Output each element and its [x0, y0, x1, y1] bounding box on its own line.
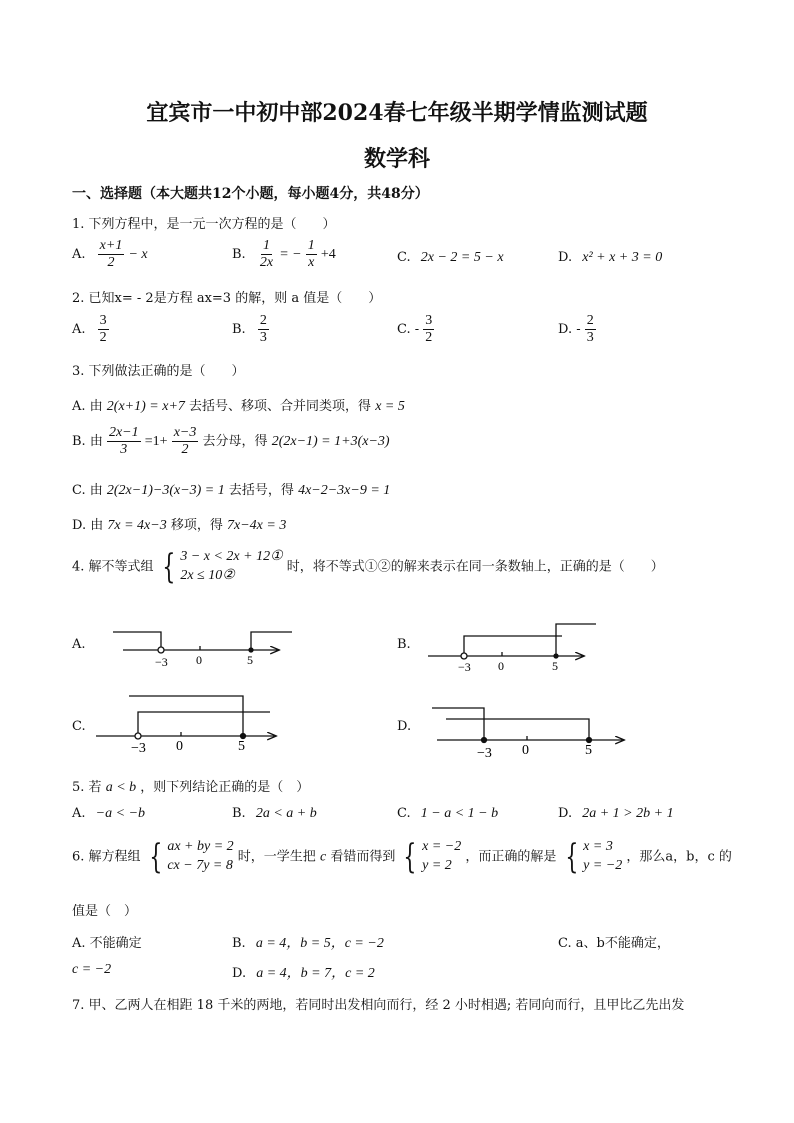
- q6-option-c: C. a、b不能确定，: [558, 936, 670, 951]
- math-expr: a = 4，b = 7，c = 2: [256, 966, 375, 981]
- q5-option-c: C. 1 − a < 1 − b: [397, 806, 499, 821]
- math-expr: x² + x + 3 = 0: [582, 250, 663, 265]
- tick-label: −3: [477, 746, 492, 761]
- q4-label-a: A.: [72, 637, 86, 652]
- math-expr: 7x = 4x−3: [107, 518, 167, 533]
- math-expr: =1+: [144, 434, 168, 450]
- brace-icon: {: [564, 836, 578, 877]
- fraction: $\frac{2}{3}$: [259, 313, 267, 346]
- tick-label: 5: [247, 653, 253, 667]
- q6-option-d: D. a = 4，b = 7，c = 2: [232, 966, 375, 981]
- fraction: $\frac{3}{2}$: [425, 313, 433, 346]
- number-line-b: [428, 624, 596, 659]
- solution-system: { x = 3 y = −2: [564, 836, 623, 877]
- option-label: D.: [558, 250, 573, 265]
- fraction: $\frac{x-3}{2}$: [173, 425, 197, 458]
- q2-stem: 2. 已知x= - 2是方程 ax=3 的解，则 a 值是（ ）: [72, 291, 382, 306]
- math-expr: a = 4，b = 5，c = −2: [255, 936, 384, 951]
- section-heading: 一、选择题（本大题共12个小题，每小题4分，共48分）: [72, 186, 429, 202]
- tick-label: 0: [522, 743, 529, 758]
- option-label: B.: [232, 322, 246, 338]
- tick-label: −3: [458, 660, 471, 674]
- option-label: D. -: [558, 322, 581, 338]
- page-title: 宜宾市一中初中部2024春七年级半期学情监测试题: [146, 100, 648, 126]
- math-expr: = −: [279, 247, 302, 263]
- fraction: $\frac{2}{3}$: [586, 313, 594, 346]
- math-expr: 4x−2−3x−9 = 1: [298, 483, 391, 498]
- math-expr: 2(x+1) = x+7: [106, 399, 185, 414]
- equation-system: { ax + by = 2 cx − 7y = 8: [149, 836, 234, 877]
- q1-stem: 1. 下列方程中，是一元一次方程的是（ ）: [72, 217, 336, 232]
- tick-label: 5: [585, 743, 592, 758]
- math-expr: −a < −b: [95, 806, 146, 821]
- option-label: C. -: [397, 322, 420, 338]
- fraction: $\frac{3}{2}$: [99, 313, 107, 346]
- tick-label: 5: [238, 739, 245, 754]
- math-expr: 1 − a < 1 − b: [420, 806, 499, 821]
- number-line-d: [432, 708, 623, 743]
- math-expr: 7x−4x = 3: [227, 518, 287, 533]
- math-expr: 2a < a + b: [255, 806, 317, 821]
- number-line-a: [113, 632, 292, 653]
- fraction: $\frac{1}{2x}$: [259, 238, 274, 271]
- tick-label: 5: [552, 659, 558, 673]
- tick-label: 0: [498, 659, 504, 673]
- q7-stem: 7. 甲、乙两人在相距 18 千米的两地，若同时出发相向而行，经 2 小时相遇; 若同向而行，且甲比乙先出发: [72, 998, 685, 1013]
- math-expr: c = −2: [72, 962, 112, 977]
- q5-option-b: B. 2a < a + b: [232, 806, 317, 821]
- q5-option-d: D. 2a + 1 > 2b + 1: [558, 806, 674, 821]
- fraction: $\frac{1}{x}$: [307, 238, 315, 271]
- page-subtitle: 数学科: [363, 146, 430, 172]
- option-label: A.: [72, 247, 86, 263]
- q3-option-a: A. 由 2(x+1) = x+7 去括号、移项、合并同类项，得 x = 5: [72, 399, 405, 414]
- q4-stem: 4. 解不等式组 { 3 − x < 2x + 12① 2x ≤ 10② 时，将不等式①②的解来表示在同一条数轴上，正确的是（ ）: [72, 546, 664, 587]
- math-expr: +4: [320, 247, 336, 263]
- math-expr: 2(2x−1)−3(x−3) = 1: [106, 483, 225, 498]
- q6-stem-line2: 值是（ ）: [72, 904, 138, 919]
- solution-system: { x = −2 y = 2: [403, 836, 462, 877]
- tick-label: 0: [176, 739, 183, 754]
- q6-stem: 6. 解方程组 { ax + by = 2 cx − 7y = 8 时，一学生把 c 看错而得到 { x = −2 y = 2 ，而正确的解是 { x = 3 y = −2 ，那么a，b，c 的: [72, 836, 732, 877]
- brace-icon: {: [403, 836, 417, 877]
- option-label: C.: [397, 250, 411, 265]
- fraction: $\frac{2x-1}{3}$: [108, 425, 139, 458]
- q3-option-d: D. 由 7x = 4x−3 移项，得 7x−4x = 3: [72, 518, 287, 533]
- tick-label: 0: [196, 653, 202, 667]
- option-label: A.: [72, 322, 86, 338]
- q4-label-d: D.: [397, 719, 412, 734]
- q6-option-a: A. 不能确定: [72, 936, 142, 951]
- q4-label-b: B.: [397, 637, 411, 652]
- q6-option-b: B. a = 4，b = 5，c = −2: [232, 936, 384, 951]
- brace-icon: {: [149, 836, 162, 877]
- q5-option-a: A. −a < −b: [72, 806, 146, 821]
- brace-icon: {: [162, 546, 175, 587]
- math-expr: 2(2x−1) = 1+3(x−3): [271, 434, 390, 450]
- option-label: B.: [232, 247, 246, 263]
- q3-stem: 3. 下列做法正确的是（ ）: [72, 364, 245, 379]
- math-expr: − x: [128, 247, 148, 263]
- q3-option-c: C. 由 2(2x−1)−3(x−3) = 1 去括号，得 4x−2−3x−9 = 1: [72, 483, 391, 498]
- math-expr: x = 5: [375, 399, 405, 414]
- tick-label: −3: [131, 741, 146, 756]
- math-expr: a < b: [105, 780, 137, 795]
- math-expr: 2x − 2 = 5 − x: [420, 250, 504, 265]
- fraction: $\frac{x+1}{2}$: [99, 238, 123, 271]
- q4-label-c: C.: [72, 719, 86, 734]
- inequality-system: { 3 − x < 2x + 12① 2x ≤ 10②: [162, 546, 283, 587]
- q5-stem: 5. 若 a < b ，则下列结论正确的是（ ）: [72, 780, 310, 795]
- number-line-c: [96, 696, 275, 739]
- tick-label: −3: [155, 655, 168, 669]
- math-expr: 2a + 1 > 2b + 1: [582, 806, 674, 821]
- q6-option-c-cont: [72, 962, 111, 978]
- q3-option-b: B. 由 $\frac{2x-1}{3}$ =1+ $\frac{x-3}{2}$ 去分母，得 2(2x−1) = 1+3(x−3): [72, 425, 390, 458]
